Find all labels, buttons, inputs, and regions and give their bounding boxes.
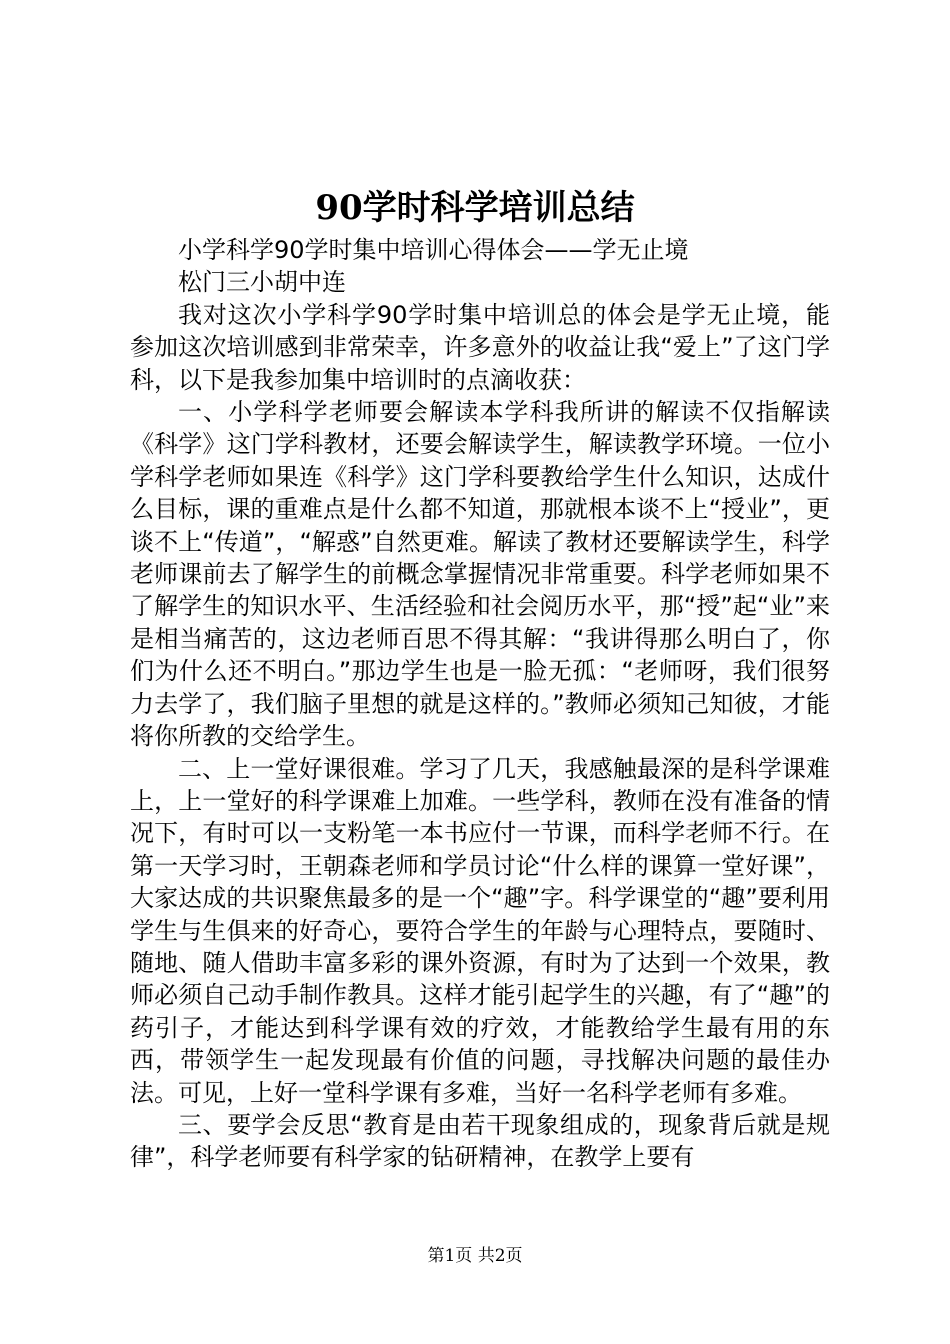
subtitle-line: 小学科学90学时集中培训心得体会——学无止境 <box>178 236 689 264</box>
document-body <box>130 234 830 1174</box>
paragraph-section-2: 二、上一堂好课很难。学习了几天，我感触最深的是科学课难上，上一堂好的科学课难上加难。一些学科，教师在没有准备的情况下，有时可以一支粉笔一本书应付一节课，而科学老师不行。在第一天学习时，王朝森老师和学员讨论“什么样的课算一堂好课”，大家达成的共识聚焦最多的是一个“趣”字。科学课堂的“趣”要利用学生与生俱来的好奇心，要符合学生的年龄与心理特点，要随时、随地、随人借助丰富多彩的课外资源，有时为了达到一个效果，教师必须自己动手制作教具。这样才能引起学生的兴趣，有了“趣”的药引子，才能达到科学课有效的疗效，才能教给学生最有用的东西，带领学生一起发现最有价值的问题，寻找解决问题的最佳办法。可见，上好一堂科学课有多难，当好一名科学老师有多难。 <box>130 754 830 1107</box>
document-title: 90学时科学培训总结 <box>315 188 635 228</box>
paragraph-section-1: 一、小学科学老师要会解读本学科我所讲的解读不仅指解读《科学》这门学科教材，还要会解读学生，解读教学环境。一位小学科学老师如果连《科学》这门学科要教给学生什么知识，达成什么目标，课的重难点是什么都不知道，那就根本谈不上“授业”，更谈不上“传道”，“解惑”自然更难。解读了教材还要解读学生，科学老师课前去了解学生的前概念掌握情况非常重要。科学老师如果不了解学生的知识水平、生活经验和社会阅历水平，那“授”起“业”来是相当痛苦的，这边老师百思不得其解：“我讲得那么明白了，你们为什么还不明白。”那边学生也是一脸无孤：“老师呀，我们很努力去学了，我们脑子里想的就是这样的。”教师必须知己知彼，才能将你所教的交给学生。 <box>130 398 830 751</box>
author-line: 松门三小胡中连 <box>178 268 346 297</box>
paragraph-section-3: 三、要学会反思“教育是由若干现象组成的，现象背后就是规律”，科学老师要有科学家的钻研精神，在教学上要有 <box>130 1110 830 1172</box>
paragraph-intro: 我对这次小学科学90学时集中培训总的体会是学无止境，能参加这次培训感到非常荣幸，许多意外的收益让我“爱上”了这门学科，以下是我参加集中培训时的点滴收获： <box>130 300 830 394</box>
page-number-footer: 第1页 共2页 <box>427 1246 523 1266</box>
